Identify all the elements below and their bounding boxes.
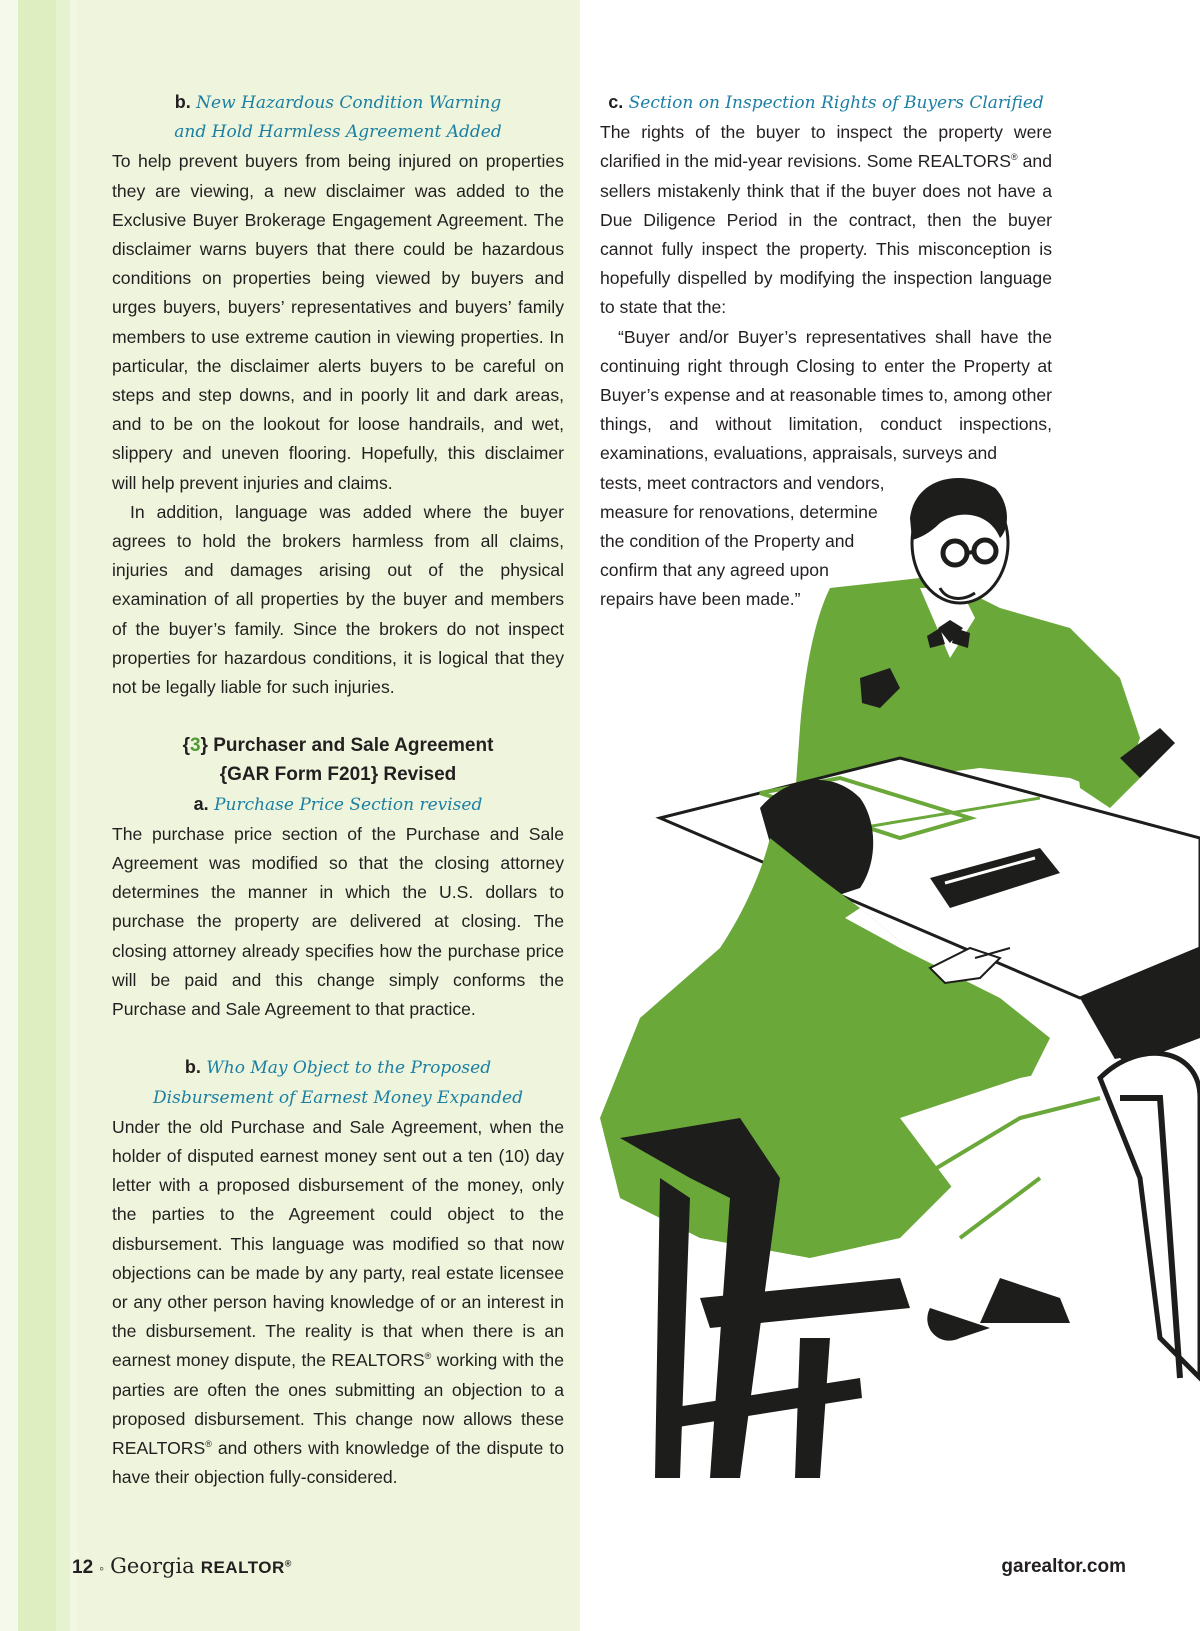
footer-separator: ◦ — [99, 1560, 105, 1576]
paragraph-hazardous-2: In addition, language was added where the buyer agrees to hold the brokers harmless from all claims, injuries and damages arising out of the physical examination of all properties by the buyer and members of the buyer’s family. Since the brokers do not inspect properties for hazardous conditions, it is logical that they not be legally liable for such injuries. — [112, 501, 564, 698]
decorative-stripe — [56, 0, 70, 1631]
magazine-name: Georgia — [110, 1554, 195, 1578]
magazine-realtor: REALTOR® — [200, 1558, 292, 1577]
meeting-illustration — [600, 478, 1200, 1488]
man-standing — [795, 478, 1175, 808]
chair-right — [1100, 1053, 1200, 1378]
footer-publication — [72, 1554, 292, 1579]
quote-inspection: “Buyer and/or Buyer’s representatives shall have the continuing right through Closing to enter the Property at Buyer’s expense and at reasonable times to, among other things, and without limitation, conduct inspections, examinations, evaluations, appraisals, surveys and — [600, 326, 1052, 464]
paragraph-purchase-price: The purchase price section of the Purchase and Sale Agreement was modified so that the closing attorney determines the manner in which the U.S. dollars to purchase the property are delivered at closing. The closing attorney already specifies how the purchase price will be paid and this change simply conforms the Purchase and Sale Agreement to that practice. — [112, 823, 564, 1020]
left-column — [112, 88, 564, 1492]
decorative-stripe — [0, 0, 18, 1631]
subheading-c-inspection: c. Section on Inspection Rights of Buyers Clarified — [608, 92, 1044, 113]
decorative-stripe — [70, 0, 78, 1631]
page-number: 12 — [72, 1557, 94, 1578]
subheading-a-purchase-price: a. Purchase Price Section revised — [193, 793, 483, 815]
footer-website-link[interactable]: garealtor.com — [1001, 1556, 1126, 1577]
subheading-b-hazardous: b. New Hazardous Condition Warning and Hold Harmless Agreement Added — [174, 92, 502, 143]
paragraph-earnest-money: Under the old Purchase and Sale Agreement, when the holder of disputed earnest money sent out a ten (10) day letter with a proposed disbursement of the money, only the parties to the Agreement could object to the disbursement. This language was modified so that now objections can be made by any party, real estate licensee or any other person having knowledge of or an interest in the disbursement. The reality is that when there is an earnest money dispute, the REALTORS® working with the parties are often the ones submitting an objection to a proposed disbursement. This change now allows these REALTORS® and others with knowledge of the dispute to have their objection fully-considered. — [112, 1116, 564, 1488]
section-3-heading: {3} Purchaser and Sale Agreement {GAR Form F201} Revised — [182, 735, 494, 786]
subheading-b-earnest-money: b. Who May Object to the Proposed Disbursement of Earnest Money Expanded — [153, 1057, 523, 1108]
quote-inspection-narrow: tests, meet contractors and vendors, measure for renovations, determine the condition of the Property and confirm that any agreed upon repairs have been made.” — [600, 472, 885, 610]
decorative-stripe — [18, 0, 56, 1631]
paragraph-hazardous-1: To help prevent buyers from being injured on properties they are viewing, a new disclaimer was added to the Exclusive Buyer Brokerage Engagement Agreement. The disclaimer warns buyers that there could be hazardous conditions on properties being viewed by buyers and urges buyers, buyers’ representatives and buyers’ family members to use extreme caution in viewing properties. In particular, the disclaimer alerts buyers to be careful on steps and step downs, and in poorly lit and dark areas, and to be on the lookout for loose handrails, and wet, slippery and uneven flooring. Hopefully, this disclaimer will help prevent injuries and claims. — [112, 151, 564, 493]
paragraph-inspection: The rights of the buyer to inspect the property were clarified in the mid-year revisions. Some REALTORS® and sellers mistakenly think that if the buyer does not have a Due Diligence Period in the contract, then the buyer cannot fully inspect the property. This misconception is hopefully dispelled by modifying the inspection language to state that the: — [600, 122, 1052, 318]
